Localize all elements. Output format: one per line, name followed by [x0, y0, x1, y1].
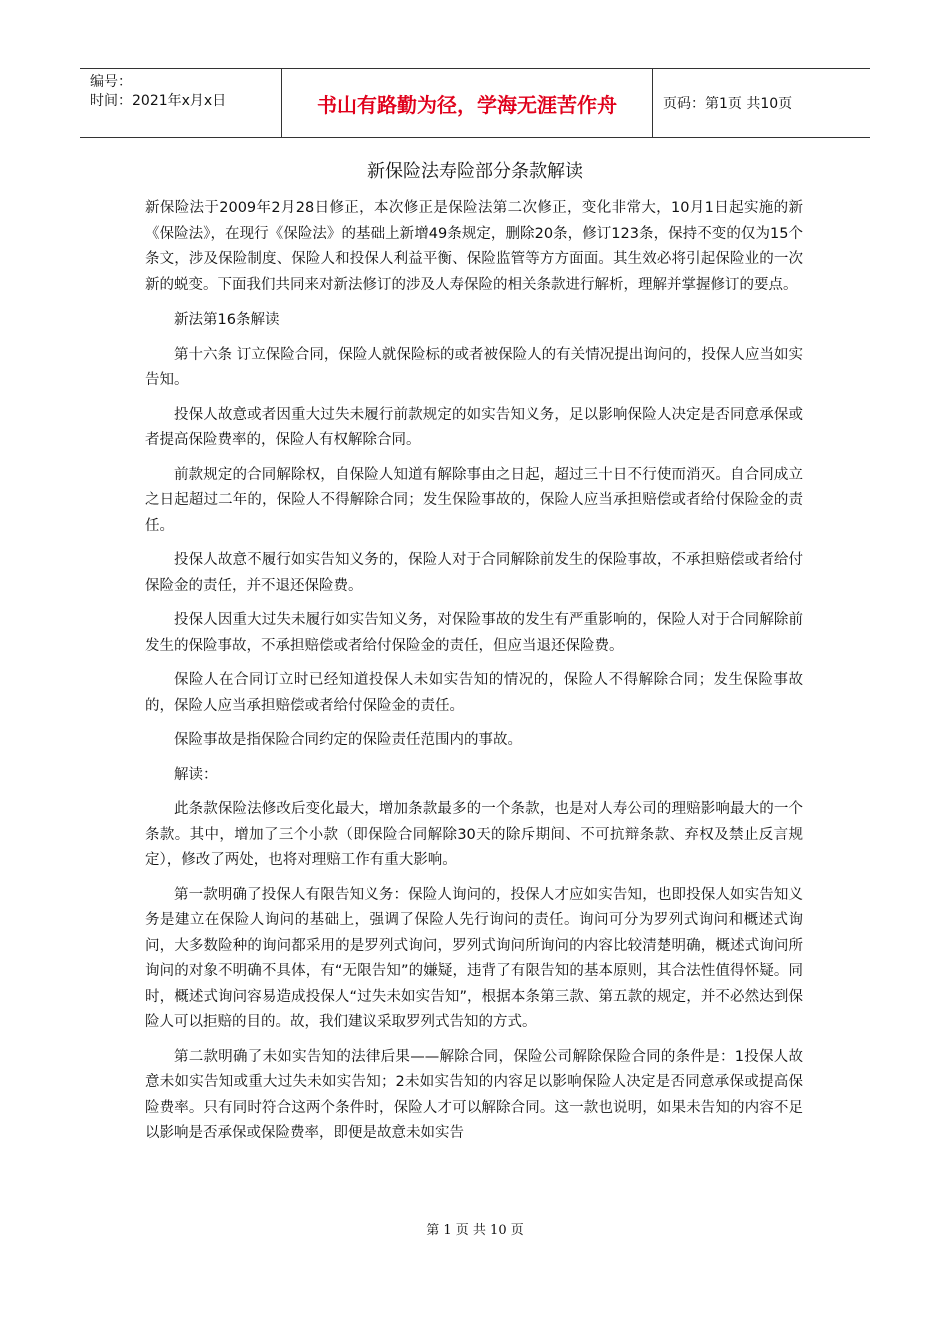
- document-number-label: 编号：: [90, 74, 132, 90]
- paragraph: 保险事故是指保险合同约定的保险责任范围内的事故。: [174, 732, 522, 748]
- document-title: 新保险法寿险部分条款解读: [367, 161, 583, 182]
- page-footer: 第 1 页 共 10 页: [426, 1223, 524, 1238]
- header-motto: 书山有路勤为径，学海无涯苦作舟: [281, 69, 653, 137]
- page-header: [80, 68, 870, 138]
- paragraph: 新法第16条解读: [174, 312, 280, 328]
- paragraph: 此条款保险法修改后变化最大，增加条款最多的一个条款，也是对人寿公司的理赔影响最大的一个条款。其中，增加了三个小款（即保险合同解除30天的除斥期间、不可抗辩条款、弃权及禁止反言规定），修改了两处，也将对理赔工作有重大影响。: [145, 801, 803, 868]
- header-meta: [80, 69, 281, 137]
- paragraph: 投保人故意或者因重大过失未履行前款规定的如实告知义务，足以影响保险人决定是否同意承保或者提高保险费率的，保险人有权解除合同。: [145, 406, 803, 448]
- paragraph: 保险人在合同订立时已经知道投保人未如实告知的情况的，保险人不得解除合同；发生保险事故的，保险人应当承担赔偿或者给付保险金的责任。: [145, 672, 803, 714]
- paragraph: 第一款明确了投保人有限告知义务：保险人询问的，投保人才应如实告知，也即投保人如实告知义务是建立在保险人询问的基础上，强调了保险人先行询问的责任。询问可分为罗列式询问和概述式询问，大多数险种的询问都采用的是罗列式询问，罗列式询问所询问的内容比较清楚明确，概述式询问所询问的对象不明确不具体，有“无限告知”的嫌疑，违背了有限告知的基本原则，其合法性值得怀疑。同时，概述式询问容易造成投保人“过失未如实告知”，根据本条第三款、第五款的规定，并不必然达到保险人可以拒赔的目的。故，我们建议采取罗列式告知的方式。: [145, 886, 803, 1030]
- paragraph-intro: 新保险法于2009年2月28日修正，本次修正是保险法第二次修正，变化非常大，10月1日起实施的新《保险法》，在现行《保险法》的基础上新增49条规定，删除20条，修订123条，保持不变的仅为15个条文，涉及保险制度、保险人和投保人利益平衡、保险监管等方方面面。其生效必将引起保险业的一次新的蜕变。下面我们共同来对新法修订的涉及人寿保险的相关条款进行解析，理解并掌握修订的要点。: [145, 200, 803, 293]
- document-date: 时间：2021年x月x日: [90, 93, 227, 109]
- paragraph: 投保人因重大过失未履行如实告知义务，对保险事故的发生有严重影响的，保险人对于合同解除前发生的保险事故，不承担赔偿或者给付保险金的责任，但应当退还保险费。: [145, 612, 803, 654]
- document-body: [145, 196, 803, 1156]
- paragraph: 第二款明确了未如实告知的法律后果——解除合同，保险公司解除保险合同的条件是：1投保人故意未如实告知或重大过失未如实告知；2未如实告知的内容足以影响保险人决定是否同意承保或提高保险费率。只有同时符合这两个条件时，保险人才可以解除合同。这一款也说明，如果未告知的内容不足以影响是否承保或保险费率，即便是故意未如实告: [145, 1048, 803, 1141]
- header-page-info: 页码：第1页 共10页: [663, 96, 793, 112]
- paragraph: 投保人故意不履行如实告知义务的，保险人对于合同解除前发生的保险事故，不承担赔偿或者给付保险金的责任，并不退还保险费。: [145, 552, 803, 594]
- paragraph: 第十六条 订立保险合同，保险人就保险标的或者被保险人的有关情况提出询问的，投保人应当如实告知。: [145, 346, 803, 388]
- paragraph: 前款规定的合同解除权，自保险人知道有解除事由之日起，超过三十日不行使而消灭。自合同成立之日起超过二年的，保险人不得解除合同；发生保险事故的，保险人应当承担赔偿或者给付保险金的责任。: [145, 466, 803, 534]
- paragraph: 解读：: [174, 766, 218, 783]
